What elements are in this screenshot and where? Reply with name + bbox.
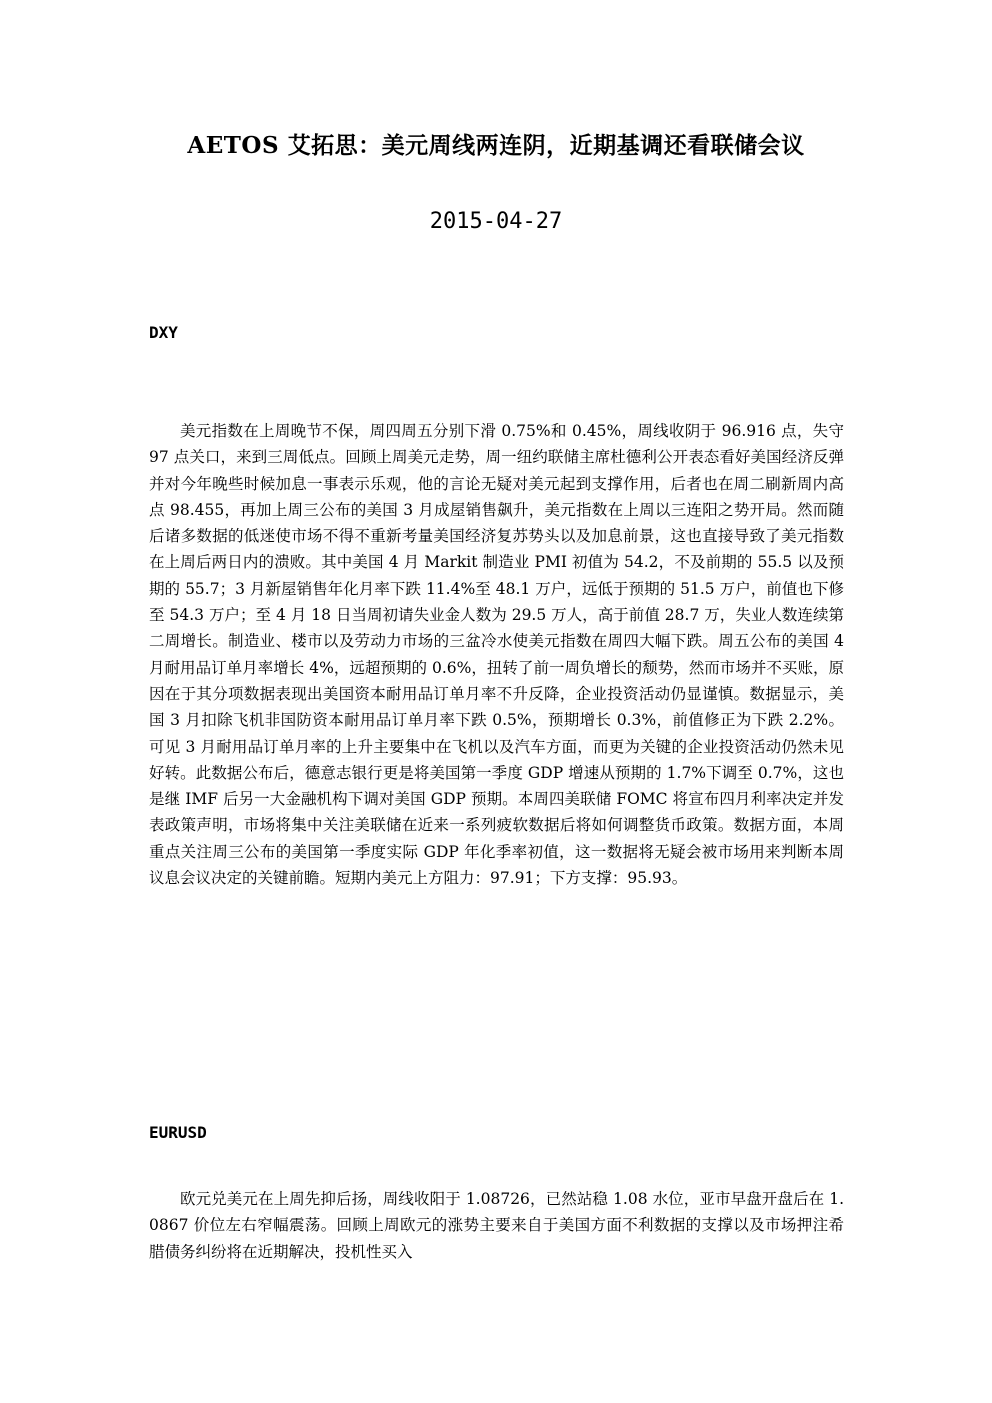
- document-date: 2015-04-27: [429, 209, 563, 234]
- section-heading-dxy: DXY: [149, 323, 178, 342]
- document-title: AETOS 艾拓思：美元周线两连阴，近期基调还看联储会议: [187, 132, 805, 159]
- section-paragraph-eurusd: 欧元兑美元在上周先抑后扬，周线收阳于 1.08726，已然站稳 1.08 水位，亚市早盘开盘后在 1.0867 价位左右窄幅震荡。回顾上周欧元的涨势主要来自于美国方面不利数据的支撑以及市场押注希腊债务纠纷将在近期解决，投机性买入: [149, 1190, 844, 1261]
- section-paragraph-dxy: 美元指数在上周晚节不保，周四周五分别下滑 0.75%和 0.45%，周线收阴于 96.916 点，失守 97 点关口，来到三周低点。回顾上周美元走势，周一纽约联储主席杜德利公开表态看好美国经济反弹并对今年晚些时候加息一事表示乐观，他的言论无疑对美元起到支撑作用，后者也在周二刷新周内高点 98.455，再加上周三公布的美国 3 月成屋销售飙升，美元指数在上周以三连阳之势开局。然而随后诸多数据的低迷使市场不得不重新考量美国经济复苏势头以及加息前景，这也直接导致了美元指数在上周后两日内的溃败。其中美国 4 月 Markit 制造业 PMI 初值为 54.2，不及前期的 55.5 以及预期的 55.7；3 月新屋销售年化月率下跌 11.4%至 48.1 万户，远低于预期的 51.5 万户，前值也下修至 54.3 万户；至 4 月 18 日当周初请失业金人数为 29.5 万人，高于前值 28.7 万，失业人数连续第二周增长。制造业、楼市以及劳动力市场的三盆冷水使美元指数在周四大幅下跌。周五公布的美国 4 月耐用品订单月率增长 4%，远超预期的 0.6%，扭转了前一周负增长的颓势，然而市场并不买账，原因在于其分项数据表现出美国资本耐用品订单月率不升反降，企业投资活动仍显谨慎。数据显示，美国 3 月扣除飞机非国防资本耐用品订单月率下跌 0.5%，预期增长 0.3%，前值修正为下跌 2.2%。可见 3 月耐用品订单月率的上升主要集中在飞机以及汽车方面，而更为关键的企业投资活动仍然未见好转。此数据公布后，德意志银行更是将美国第一季度 GDP 增速从预期的 1.7%下调至 0.7%，这也是继 IMF 后另一大金融机构下调对美国 GDP 预期。本周四美联储 FOMC 将宣布四月利率决定并发表政策声明，市场将集中关注美联储在近来一系列疲软数据后将如何调整货币政策。数据方面，本周重点关注周三公布的美国第一季度实际 GDP 年化季率初值，这一数据将无疑会被市场用来判断本周议息会议决定的关键前瞻。短期内美元上方阻力：97.91；下方支撑：95.93。: [149, 422, 844, 888]
- section-heading-eurusd: EURUSD: [149, 1123, 207, 1142]
